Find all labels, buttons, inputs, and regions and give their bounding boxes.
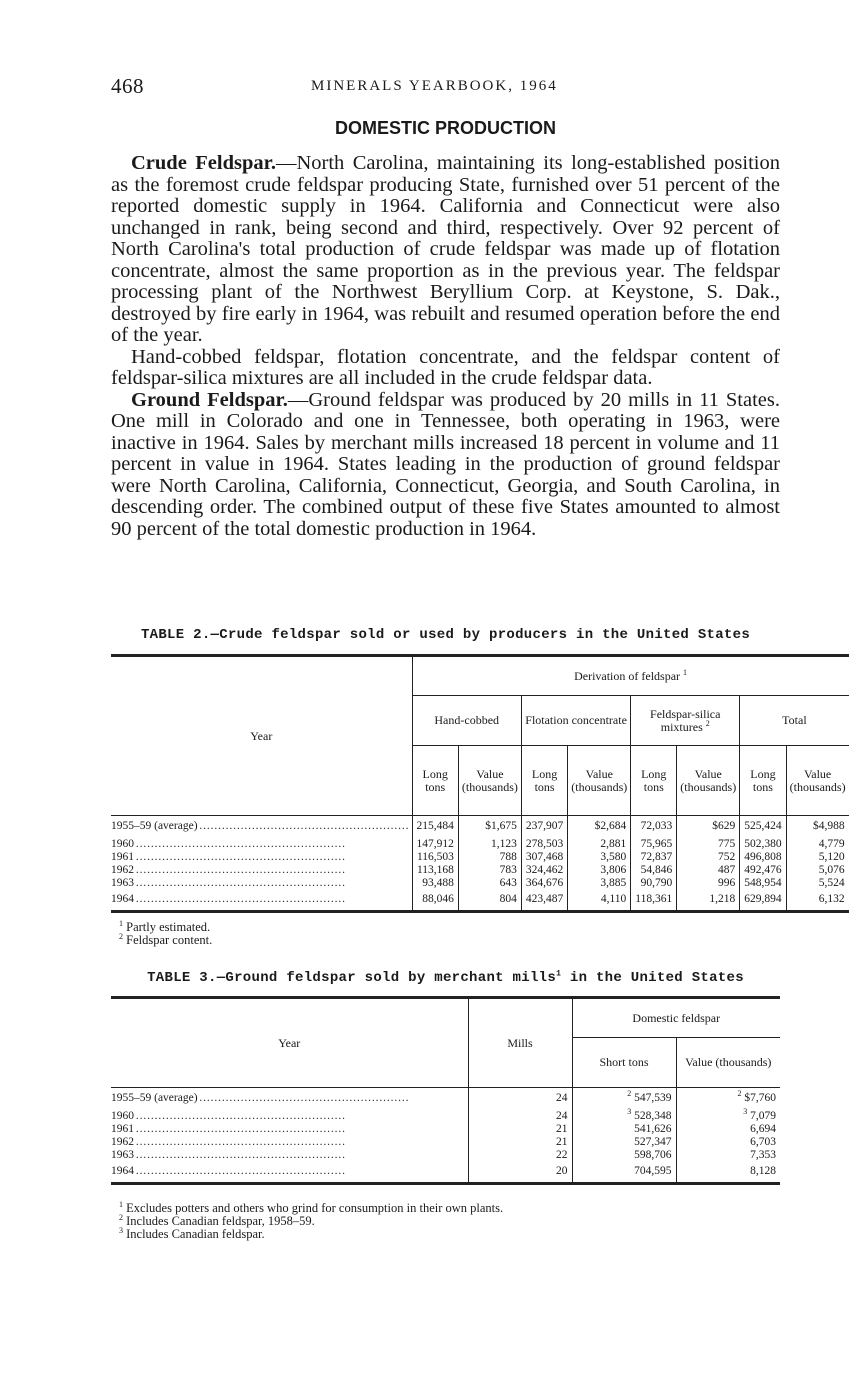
section-heading: DOMESTIC PRODUCTION — [334, 118, 556, 138]
table2-value-cell: 783 — [458, 864, 521, 877]
table2-value-cell: 492,476 — [740, 864, 786, 877]
table2-year-cell — [111, 851, 412, 864]
table2-value-cell: 364,676 — [521, 877, 567, 890]
table2-value-cell: $2,684 — [568, 816, 631, 838]
table2-value-cell: 72,837 — [631, 851, 677, 864]
body-text — [111, 153, 780, 540]
page-number: 468 — [111, 74, 144, 98]
table3-value-cell — [676, 1106, 780, 1123]
table2-value-cell: 643 — [458, 877, 521, 890]
table3-value-cell — [676, 1136, 780, 1149]
table2-value-cell: 1,218 — [677, 890, 740, 912]
year-label: 1955–59 (average) . . . — [111, 1092, 408, 1104]
footnote — [119, 931, 213, 947]
tons-value: 527,347 — [634, 1135, 672, 1148]
table2-value-cell: 147,912 — [412, 838, 458, 851]
table2-value-cell: 93,488 — [412, 877, 458, 890]
table3-year-cell — [111, 1149, 468, 1162]
table-row — [111, 838, 849, 851]
table2-year-cell — [111, 877, 412, 890]
tons-value: 541,626 — [634, 1122, 672, 1135]
table2-value-cell: 775 — [677, 838, 740, 851]
table2-value-cell: $629 — [677, 816, 740, 838]
table3-mills-cell: 24 — [468, 1110, 572, 1123]
table2-col-long-tons: Long tons — [412, 746, 458, 816]
table2-value-cell: $4,988 — [786, 816, 849, 838]
table2-year-cell — [111, 816, 412, 838]
year-label: 1963 . . . — [111, 1149, 344, 1161]
year-label: 1961 . . . — [111, 851, 344, 863]
table2-value-cell: 324,462 — [521, 864, 567, 877]
table2-value-cell: 72,033 — [631, 816, 677, 838]
table2-value-cell: 6,132 — [786, 890, 849, 912]
year-label: 1964 . . . — [111, 893, 344, 905]
table2-value-cell: 502,380 — [740, 838, 786, 851]
table3 — [111, 996, 780, 1185]
table-row — [111, 1162, 780, 1184]
table2-year-cell — [111, 838, 412, 851]
paragraph-ground-feldspar — [111, 390, 780, 541]
running-head — [111, 74, 780, 102]
footnote-text: Feldspar content. — [126, 933, 213, 947]
value-amount: 6,703 — [750, 1135, 776, 1148]
table2-col-value: Value (thousands) — [677, 746, 740, 816]
table-row — [111, 1136, 780, 1149]
table-row — [111, 1123, 780, 1136]
table3-year-header: Year — [278, 1035, 301, 1050]
table2-value-cell: 996 — [677, 877, 740, 890]
table2-title: TABLE 2.—Crude feldspar sold or used by producers in the United States — [140, 627, 751, 643]
table2-header-total: Total — [740, 696, 849, 746]
table2-value-cell: 90,790 — [631, 877, 677, 890]
table2-value-cell: 278,503 — [521, 838, 567, 851]
table3-value-cell — [676, 1088, 780, 1110]
table-row — [111, 1149, 780, 1162]
table2-year-cell — [111, 890, 412, 912]
table2 — [111, 654, 849, 913]
table-row — [111, 816, 849, 838]
table2-value-cell: 75,965 — [631, 838, 677, 851]
table2-footnotes — [119, 918, 213, 947]
table3-mills-cell: 22 — [468, 1149, 572, 1162]
table2-value-cell: $1,675 — [458, 816, 521, 838]
table3-year-cell — [111, 1123, 468, 1136]
footnote-mark: 2 — [119, 1212, 123, 1222]
table2-value-cell: 116,503 — [412, 851, 458, 864]
table2-header-flotation: Flotation concentrate — [521, 696, 630, 746]
table2-value-cell: 54,846 — [631, 864, 677, 877]
table3-value-cell — [676, 1123, 780, 1136]
table3-value-cell — [676, 1162, 780, 1184]
table2-col-long-tons: Long tons — [740, 746, 786, 816]
table3-year-cell — [111, 1110, 468, 1123]
tons-value: 704,595 — [634, 1165, 672, 1178]
table-row — [111, 864, 849, 877]
footnote-text: Excludes potters and others who grind for consumption in their own plants. — [126, 1201, 504, 1215]
value-amount: 7,079 — [750, 1109, 776, 1122]
table3-mills-cell: 20 — [468, 1162, 572, 1184]
table2-value-cell: 4,110 — [568, 890, 631, 912]
year-label: 1963 . . . — [111, 877, 344, 889]
table2-value-cell: 1,123 — [458, 838, 521, 851]
table2-value-cell: 423,487 — [521, 890, 567, 912]
value-amount: 7,353 — [750, 1148, 776, 1161]
year-label: 1961 . . . — [111, 1123, 344, 1135]
footnote-text: Includes Canadian feldspar. — [126, 1227, 265, 1241]
table2-value-cell: 88,046 — [412, 890, 458, 912]
footnote-mark: 1 — [119, 1199, 123, 1209]
year-label: 1964 . . . — [111, 1165, 344, 1177]
table3-year-cell — [111, 1136, 468, 1149]
table2-value-cell: 118,361 — [631, 890, 677, 912]
table3-footnotes — [119, 1199, 504, 1241]
footnote-mark: 2 — [737, 1089, 742, 1099]
year-label: 1962 . . . — [111, 1136, 344, 1148]
table-row — [111, 1110, 780, 1123]
table2-value-cell: 307,468 — [521, 851, 567, 864]
table3-value-cell — [676, 1149, 780, 1162]
table-row — [111, 890, 849, 912]
table2-col-value: Value (thousands) — [568, 746, 631, 816]
table3-body — [111, 1088, 780, 1184]
table2-col-value: Value (thousands) — [786, 746, 849, 816]
table3-title: TABLE 3.—Ground feldspar sold by merchant mills$^1$ in the United States — [147, 969, 744, 986]
table2-value-cell: 487 — [677, 864, 740, 877]
table2-value-cell: 3,885 — [568, 877, 631, 890]
table3-col-short-tons: Short tons — [572, 1038, 676, 1088]
table2-value-cell: 3,580 — [568, 851, 631, 864]
table-row — [111, 851, 849, 864]
table2-value-cell: 496,808 — [740, 851, 786, 864]
table2-value-cell: 113,168 — [412, 864, 458, 877]
value-amount: 6,694 — [750, 1122, 776, 1135]
footnote-mark: 2 — [119, 931, 123, 941]
table3-mills-cell: 21 — [468, 1123, 572, 1136]
paragraph-hand-cobbed: Hand-cobbed feldspar, flotation concentrate, and the feldspar content of feldspar-silica mixtures are all included in the crude feldspar data. — [111, 345, 780, 389]
table3-col-value: Value (thousands) — [676, 1038, 780, 1088]
table2-value-cell: 752 — [677, 851, 740, 864]
table2-value-cell: 5,524 — [786, 877, 849, 890]
year-label: 1960 . . . — [111, 1110, 344, 1122]
year-label: 1960 . . . — [111, 838, 344, 850]
table2-col-value: Value (thousands) — [458, 746, 521, 816]
table2-value-cell: 5,076 — [786, 864, 849, 877]
table3-mills-cell: 24 — [468, 1088, 572, 1110]
value-amount: 8,128 — [750, 1165, 776, 1178]
footnote-mark: 3 — [627, 1106, 632, 1116]
paragraph-crude-feldspar — [111, 153, 780, 347]
value-amount: $7,760 — [744, 1092, 776, 1105]
table2-header-hand-cobbed: Hand-cobbed — [412, 696, 521, 746]
tons-value: 547,539 — [634, 1092, 672, 1105]
footnote — [119, 1225, 503, 1241]
table2-value-cell: 629,894 — [740, 890, 786, 912]
table2-value-cell: 237,907 — [521, 816, 567, 838]
table3-tons-cell — [572, 1088, 676, 1110]
table3-tons-cell — [572, 1162, 676, 1184]
run-in-heading-crude: Crude Feldspar. — [131, 152, 276, 174]
table2-group-header: Derivation of feldspar $^1$ — [412, 656, 849, 696]
table-row — [111, 877, 849, 890]
table2-value-cell: 804 — [458, 890, 521, 912]
table2-value-cell: 788 — [458, 851, 521, 864]
table3-tons-cell — [572, 1149, 676, 1162]
crude-feldspar-text: —North Carolina, maintaining its long-established position as the foremost crude feldspar producing State, furnished over 51 percent of the reported domestic supply in 1964. California and Connecticut were also unchanged in rank, being second and third, respectively. Over 92 percent of North Carolina's total production of crude feldspar was made up of flotation concentrate, almost the same proportion as in the previous year. The feldspar processing plant of the Northwest Beryllium Corp. at Keystone, S. Dak., destroyed by fire early in 1964, was rebuilt and resumed operation before the end of the year. — [111, 152, 780, 346]
table3-mills-header: Mills — [468, 998, 572, 1088]
table2-value-cell: 5,120 — [786, 851, 849, 864]
year-label: 1955–59 (average) . . . — [111, 820, 408, 832]
table3-tons-cell — [572, 1136, 676, 1149]
table3-tons-cell — [572, 1106, 676, 1123]
table3-year-cell — [111, 1162, 468, 1184]
table3-tons-cell — [572, 1123, 676, 1136]
table2-value-cell: 2,881 — [568, 838, 631, 851]
table3-mills-cell: 21 — [468, 1136, 572, 1149]
table2-body — [111, 816, 849, 912]
tons-value: 598,706 — [634, 1148, 672, 1161]
table2-col-long-tons: Long tons — [631, 746, 677, 816]
table2-value-cell: 548,954 — [740, 877, 786, 890]
table2-year-header: Year — [250, 728, 273, 743]
footnote-mark: 1 — [119, 918, 123, 928]
table2-col-long-tons: Long tons — [521, 746, 567, 816]
tons-value: 528,348 — [634, 1109, 672, 1122]
table3-year-cell — [111, 1088, 468, 1110]
footnote-text: Partly estimated. — [126, 920, 211, 934]
table2-header-mixtures: Feldspar-silica mixtures $^2$ — [631, 696, 740, 746]
table2-year-cell — [111, 864, 412, 877]
ground-feldspar-text: —Ground feldspar was produced by 20 mills in 11 States. One mill in Colorado and one in Tennessee, both operating in 1963, were inactive in 1964. Sales by merchant mills increased 18 percent in volume and 11 percent in value in 1964. States leading in the production of ground feldspar were North Carolina, California, Connecticut, Georgia, and South Carolina, in descending order. The combined output of these five States amounted to almost 90 percent of the total domestic production in 1964. — [111, 388, 780, 540]
table2-value-cell: 3,806 — [568, 864, 631, 877]
table-row — [111, 1088, 780, 1110]
footnote-mark: 2 — [627, 1089, 632, 1099]
year-label: 1962 . . . — [111, 864, 344, 876]
footnote-mark: 3 — [119, 1225, 123, 1235]
footnote-mark: 3 — [743, 1106, 748, 1116]
footnote-text: Includes Canadian feldspar, 1958–59. — [126, 1214, 315, 1228]
table2-value-cell: 215,484 — [412, 816, 458, 838]
running-title: MINERALS YEARBOOK, 1964 — [311, 78, 558, 94]
run-in-heading-ground: Ground Feldspar. — [131, 388, 288, 411]
table2-value-cell: 4,779 — [786, 838, 849, 851]
table3-group-header: Domestic feldspar — [572, 998, 780, 1038]
table2-value-cell: 525,424 — [740, 816, 786, 838]
